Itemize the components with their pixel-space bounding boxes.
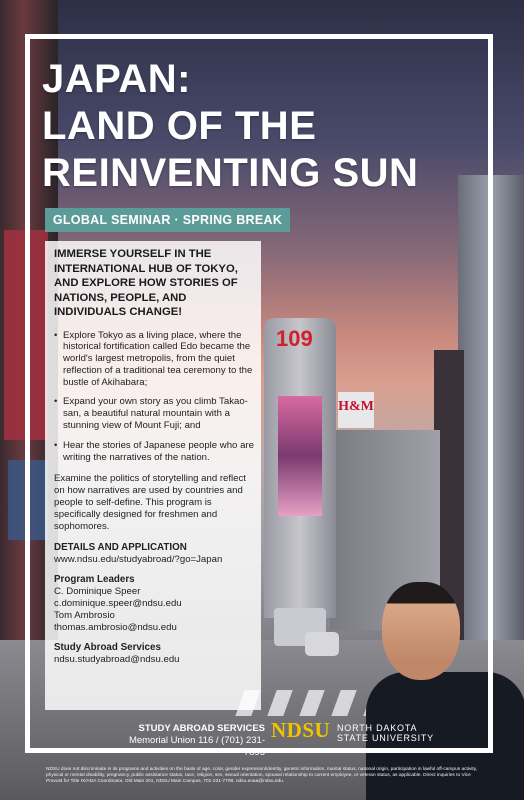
- logo-line: NORTH DAKOTA: [337, 723, 418, 733]
- office-address: Memorial Union 116 / (701) 231-7895: [128, 735, 265, 758]
- leader-email[interactable]: thomas.ambrosio@ndsu.edu: [54, 622, 177, 634]
- logo-wordmark: [337, 723, 434, 743]
- logo-mark: NDSU: [271, 718, 331, 742]
- intro-text: IMMERSE YOURSELF IN THE INTERNATIONAL HUB OF TOKYO, AND EXPLORE HOW STORIES OF NATIONS, PEOPLE, AND INDIVIDUALS CHANGE!: [54, 248, 238, 318]
- list-item: [54, 396, 255, 431]
- bullet-icon: •: [54, 439, 58, 451]
- disclaimer-text: NDSU does not discriminate in its programs and activities on the basis of age, color, gender expression/identity, genetic information, marital status, national origin, participation in lawful off-campus activity, physical or mental disability, pregnancy, public assistance status, race, religion, sex, sexual orientation, spousal relationship to current employee, or veteran status, as applicable. Direct inquiries to Vice Provost for Title IX/ADA Coordinator, Old Main 201, NDSU Main Campus, 701-231-7708, ndsu.eoaa@ndsu.edu.: [46, 767, 478, 784]
- office-name: STUDY ABROAD SERVICES: [138, 723, 265, 734]
- logo-line: STATE UNIVERSITY: [337, 733, 434, 743]
- title-line: LAND OF THE: [42, 104, 317, 148]
- ndsu-logo: [271, 718, 434, 743]
- title-line: JAPAN:: [42, 57, 191, 101]
- poster-title: [42, 56, 482, 197]
- program-badge: GLOBAL SEMINAR · SPRING BREAK: [45, 208, 290, 232]
- leaders-heading: Program Leaders: [54, 574, 135, 586]
- leader-email[interactable]: c.dominique.speer@ndsu.edu: [54, 598, 182, 610]
- store-sign: H&M: [338, 392, 374, 428]
- leader-name: Tom Ambrosio: [54, 610, 115, 622]
- list-item: [54, 440, 255, 464]
- info-panel: [45, 241, 261, 710]
- details-heading: DETAILS AND APPLICATION: [54, 542, 187, 554]
- list-item-text: Expand your own story as you climb Takao-san, a beautiful natural mountain with a stunning view of Mount Fuji; and: [63, 396, 248, 432]
- leader-name: C. Dominique Speer: [54, 586, 141, 598]
- list-item: [54, 330, 255, 389]
- details-url[interactable]: www.ndsu.edu/studyabroad/?go=Japan: [54, 554, 223, 566]
- tower-logo: 109: [276, 326, 313, 351]
- list-item-text: Hear the stories of Japanese people who are writing the narratives of the nation.: [63, 439, 254, 463]
- title-line: REINVENTING SUN: [42, 151, 419, 195]
- bullet-icon: •: [54, 396, 58, 408]
- office-info: [115, 723, 265, 759]
- sas-email[interactable]: ndsu.studyabroad@ndsu.edu: [54, 654, 180, 666]
- list-item-text: Explore Tokyo as a living place, where the historical fortification called Edo became the world's largest metropolis, from the quiet reflection of a traditional tea ceremony to the bustle of Akihabara;: [63, 329, 253, 388]
- bullet-icon: •: [54, 329, 58, 341]
- highlights-list: [54, 330, 255, 464]
- description-text: Examine the politics of storytelling and reflect on how narratives are used by countries and people to self-define. This program is specifically designed for freshmen and sophomores.: [54, 473, 246, 532]
- sas-heading: Study Abroad Services: [54, 642, 161, 654]
